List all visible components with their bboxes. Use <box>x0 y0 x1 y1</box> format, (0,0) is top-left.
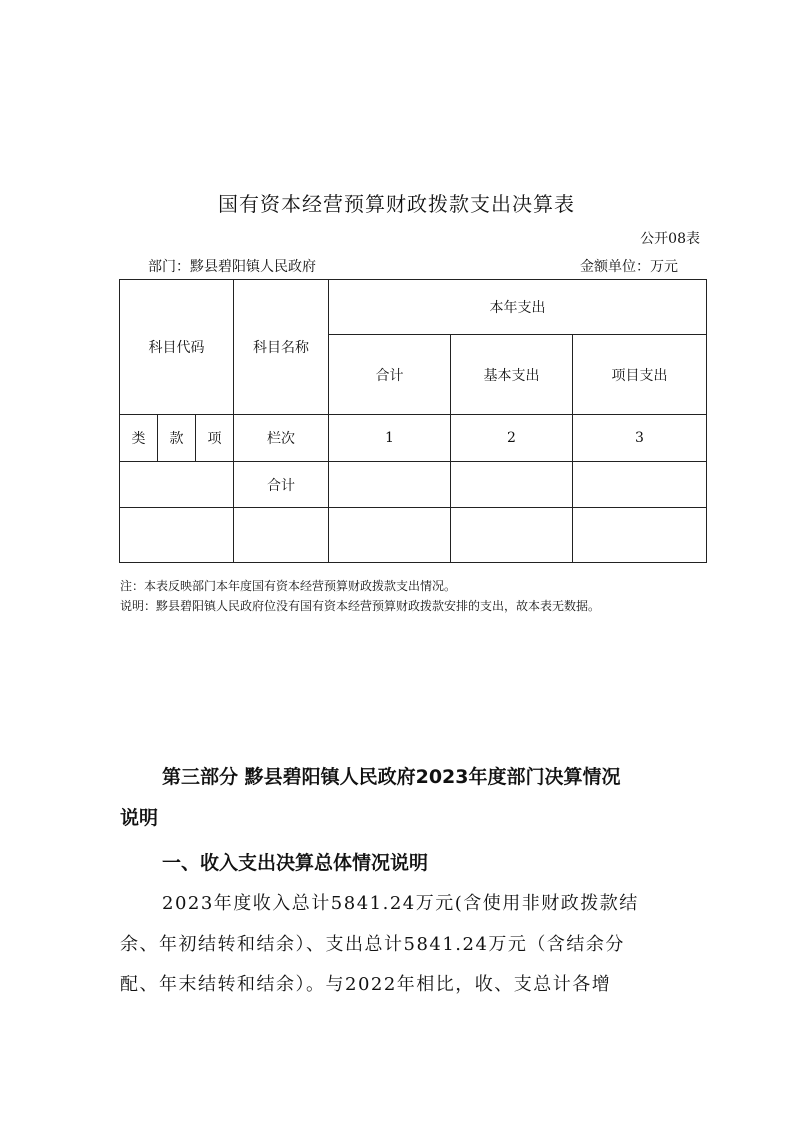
lei-cell: 类 <box>120 415 158 462</box>
col-3-cell: 3 <box>573 415 707 462</box>
expenditure-table <box>119 279 707 563</box>
empty-code-cell <box>120 508 234 563</box>
amount-unit: 金额单位：万元 <box>580 259 678 275</box>
total-header: 合计 <box>329 335 451 415</box>
year-expense-header: 本年支出 <box>329 280 707 335</box>
table-explanation: 说明：黟县碧阳镇人民政府位没有国有资本经营预算财政拨款安排的支出，故本表无数据。 <box>120 599 601 613</box>
col-2-cell: 2 <box>451 415 573 462</box>
xiang-cell: 项 <box>196 415 234 462</box>
empty-project-cell <box>573 508 707 563</box>
basic-expense-header: 基本支出 <box>451 335 573 415</box>
paragraph-line-2: 余、年初结转和结余）、支出总计5841.24万元（含结余分 <box>120 934 625 955</box>
table-note: 注：本表反映部门本年度国有资本经营预算财政拨款支出情况。 <box>120 579 457 593</box>
empty-basic-cell <box>451 508 573 563</box>
section-heading-continued: 说明 <box>120 807 159 829</box>
sum-total-cell <box>329 462 451 508</box>
col-1-cell: 1 <box>329 415 451 462</box>
sum-label-cell: 合计 <box>234 462 329 508</box>
table-title: 国有资本经营预算财政拨款支出决算表 <box>218 192 575 216</box>
column-label-cell: 栏次 <box>234 415 329 462</box>
paragraph-line-3: 配、年末结转和结余）。与2022年相比，收、支总计各增 <box>120 974 612 995</box>
sum-project-cell <box>573 462 707 508</box>
department-label: 部门：黟县碧阳镇人民政府 <box>148 259 316 275</box>
form-number: 公开08表 <box>640 231 700 247</box>
name-header: 科目名称 <box>234 280 329 415</box>
section-heading: 第三部分 黟县碧阳镇人民政府2023年度部门决算情况 <box>162 766 621 788</box>
empty-total-cell <box>329 508 451 563</box>
empty-name-cell <box>234 508 329 563</box>
subsection-heading: 一、收入支出决算总体情况说明 <box>162 852 429 874</box>
project-expense-header: 项目支出 <box>573 335 707 415</box>
paragraph-line-1: 2023年度收入总计5841.24万元(含使用非财政拨款结 <box>162 893 639 914</box>
kuan-cell: 款 <box>158 415 196 462</box>
sum-code-cell <box>120 462 234 508</box>
code-header: 科目代码 <box>120 280 234 415</box>
sum-basic-cell <box>451 462 573 508</box>
